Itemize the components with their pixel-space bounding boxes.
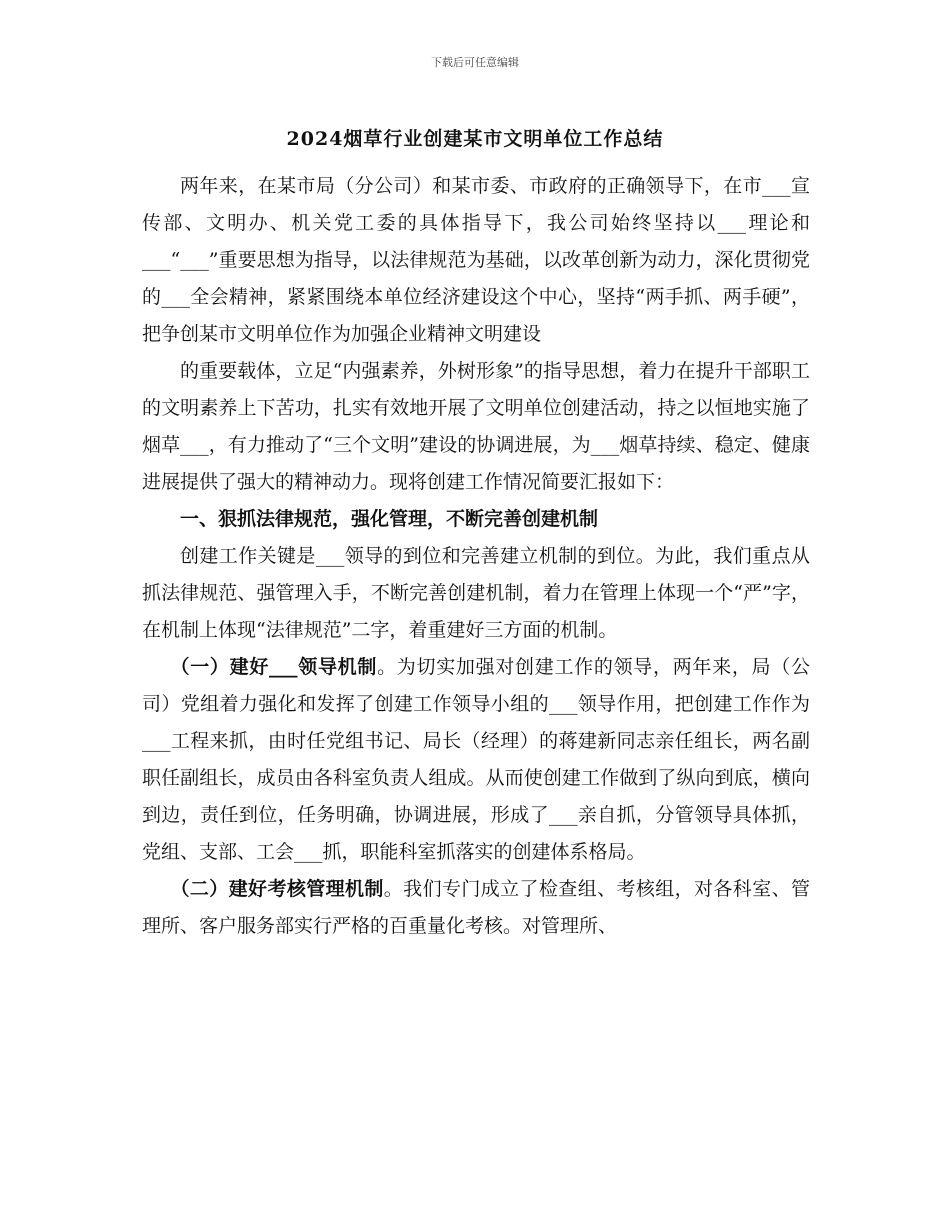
paragraph-intro-1: 两年来，在某市局（分公司）和某市委、市政府的正确领导下，在市___宣传部、文明办、机关党工委的具体指导下，我公司始终坚持以___理论和___“___”重要思想为指导，以法律规范为基础，以改革创新为动力，深化贯彻党的___全会精神，紧紧围绕本单位经济建设这个中心，坚持“两手抓、两手硬”，把争创某市文明单位作为加强企业精神文明建设	[142, 175, 810, 345]
page-header-note: 下载后可任意编辑	[431, 56, 519, 69]
paragraph-leadership-mechanism	[142, 649, 810, 871]
paragraph-section-1: 创建工作关键是___领导的到位和完善建立机制的到位。为此，我们重点从抓法律规范、强管理入手，不断完善创建机制，着力在管理上体现一个“严”字，在机制上体现“法律规范”二字，着重建好三方面的机制。	[142, 545, 810, 641]
paragraph-assessment-mechanism	[142, 871, 810, 945]
paragraph-intro-2: 的重要载体，立足“内强素养，外树形象”的指导思想，着力在提升干部职工的文明素养上下苦功，扎实有效地开展了文明单位创建活动，持之以恒地实施了烟草___，有力推动了“三个文明”建设的协调进展，为___烟草持续、稳定、健康进展提供了强大的精神动力。现将创建工作情况简要汇报如下：	[142, 360, 810, 493]
subsection-text-2: 。我们专门成立了检查组、考核组，对各科室、管理所、客户服务部实行严格的百重量化考核。对管理所、	[142, 878, 810, 937]
document-title: 2024烟草行业创建某市文明单位工作总结	[286, 128, 664, 150]
subsection-text-1: 。为切实加强对创建工作的领导，两年来，局（公司）党组着力强化和发挥了创建工作领导小组的___领导作用，把创建工作作为___工程来抓，由时任党组书记、局长（经理）的蒋建新同志亲任组长，两名副职任副组长，成员由各科室负责人组成。从而使创建工作做到了纵向到底，横向到边，责任到位，任务明确，协调进展，形成了___亲自抓，分管领导具体抓，党组、支部、工会___抓，职能科室抓落实的创建体系格局。	[142, 656, 810, 863]
section-heading-1: 一、狠抓法律规范，强化管理，不断完善创建机制	[180, 508, 599, 530]
subsection-title-1: （一）建好___领导机制	[170, 656, 378, 678]
document-body	[142, 168, 810, 945]
subsection-title-2: （二）建好考核管理机制	[170, 878, 384, 900]
